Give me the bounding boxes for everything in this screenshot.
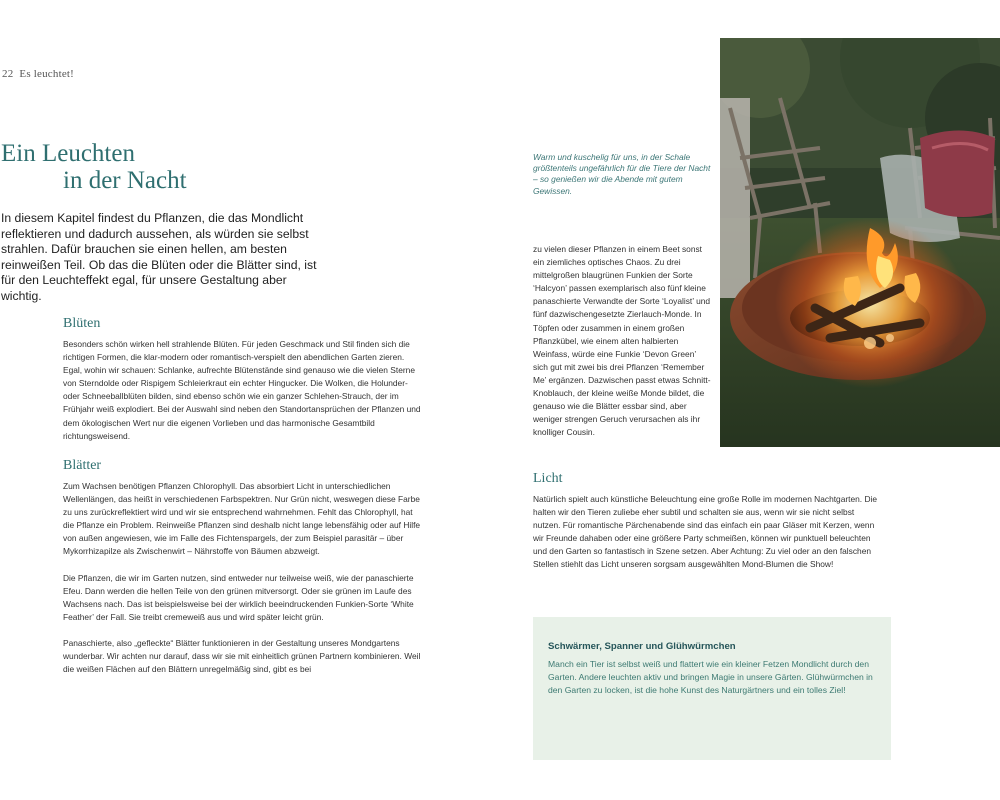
section-blueten [63,316,425,443]
info-box-title: Schwärmer, Spanner und Glühwürmchen [548,641,736,652]
section-text-licht: Natürlich spielt auch künstliche Beleuchtung eine große Rolle im modernen Nachtgarten. Die halten wir den Tieren zuliebe eher subtil und schalten sie aus, wenn wir sie nicht selbst nutzen. Für romantische Pärchenabende sind das einfach ein paar Gläser mit Kerzen, wenn wir Freunde dahaben oder eine größere Party schmeißen, können wir punktuell beleuchten und den Garten so fantastisch in Szene setzen. Aber Achtung: Zu viel oder an den falschen Stellen stiehlt das Licht unseren sorgsam ausgewählten Mond-Blumen die Show! [533,494,878,570]
info-box-text: Manch ein Tier ist selbst weiß und flattert wie ein kleiner Fetzen Mondlicht durch den Garten. Andere leuchten aktiv und bringen Magie in unsere Gärten. Glühwürmchen in den Garten zu locken, ist die hohe Kunst des Naturgärtners und ein tolles Ziel! [548,659,873,695]
running-header [2,68,74,80]
fire-bowl-illustration [720,38,1000,447]
section-licht [533,471,883,572]
photo-caption: Warm und kuschelig für uns, in der Schale größtenteils ungefährlich für die Tiere der Nacht – so genießen wir die Abende mit gutem Gewissen. [533,152,711,196]
chapter-title [1,140,187,194]
column-2-text: zu vielen dieser Pflanzen in einem Beet sonst ein ziemliches optisches Chaos. Zu drei mittelgroßen blaugrünen Funkien der Sorte ‘Halcyon’ passen exemplarisch also fünf kleine panaschierte Verwandte der Sorte ‘Loyalist’ und fünf dazwischengesetzte Zierlauch-Monde. In Töpfen oder zusammen in einem großen Pflanzkübel, wie einem alten halbierten Weinfass, würde eine Funkie ‘Devon Green’ sich gut mit zwei bis drei Pflanzen ‘Remember Me’ ergänzen. Dazwischen passt etwas Schnitt-Knoblauch, der kleine weiße Monde bildet, die genauso wie die Blätter essbar sind, aber weniger strengen Geruch verursachen als ihr knolliger Cousin. [533,244,711,438]
section-text-blaetter-2: Die Pflanzen, die wir im Garten nutzen, sind entweder nur teilweise weiß, wie der panaschierte Efeu. Dann werden die hellen Teile von den grünen mitversorgt. Oder sie grünen im Laufe des Wachsens nach. Das ist beispielsweise bei der wirklich beeindruckenden Funkien-Sorte ‘White Feather’ der Fall. Sie treibt cremeweiß aus und wird später leicht grün. [63,572,414,622]
section-heading-blaetter: Blätter [63,458,102,473]
title-line-1: Ein Leuchten [1,140,135,167]
section-text-blaetter-1: Zum Wachsen benötigen Pflanzen Chlorophyll. Das absorbiert Licht in unterschiedlichen Wellenlängen, das heißt in verschiedenen Farbspektren. Nur Grün nicht, weswegen diese Farbe zu uns zurückreflektiert wird und wir sie entsprechend wahrnehmen. Fehlt das Chlorophyll, hat die Pflanze ein Problem. Reinweiße Pflanzen sind deshalb nicht lange lebensfähig oder auf Hilfe von außen angewiesen, wie im Falle des Fichtenspargels, der zum Beispiel parasitär – über Mykorrhizapilze als Zwischenwirt – Nährstoffe von Bäumen abzweigt. [63,481,421,557]
running-title: Es leuchtet! [19,68,75,80]
section-blaetter [63,458,425,676]
fire-bowl-photo [720,38,1000,447]
section-text-blaetter-3: Panaschierte, also „gefleckte“ Blätter funktionieren in der Gestaltung unseres Mondgartens wunderbar. Wir achten nur darauf, dass wir sie mit einheitlich grünen Partnern kombinieren. Weil die weißen Flächen auf den Blättern unregelmäßig sind, gibt es bei [63,637,421,675]
intro-paragraph: In diesem Kapitel findest du Pflanzen, die das Mondlicht reflektieren und dadurch aussehen, als würden sie selbst strahlen. Dafür brauchen sie einen hellen, am besten reinweißen Teil. Ob das die Blüten oder die Blätter sind, ist für den Leuchteffekt egal, für unsere Gestaltung aber wichtig. [1,211,317,303]
section-heading-licht: Licht [533,471,563,486]
page-number: 22 [2,68,14,80]
section-heading-blueten: Blüten [63,316,101,331]
title-line-2: in der Nacht [63,167,187,194]
section-text-blueten: Besonders schön wirken hell strahlende Blüten. Für jeden Geschmack und Stil finden sich die richtigen Formen, die klar-modern oder romantisch-verspielt den abendlichen Garten zieren. Egal, wohin wir schauen: Schlanke, aufrechte Blütenstände sind genauso wie die vielen Sterne von Sterndolde oder Rispigem Schleierkraut ein echter Hingucker. Die Wolken, die Holunder- oder Schneeballblüten bilden, sind ebenso schön wie ein ganzer Schlehen-Strauch, der im Frühjahr weiß explodiert. Bei der Auswahl sind neben den Standortansprüchen der Pflanzen und dem ökologischen Wert nur die eigenen Vorlieben und das harmonische Gesamtbild richtungsweisend. [63,339,421,441]
info-box [533,617,891,760]
